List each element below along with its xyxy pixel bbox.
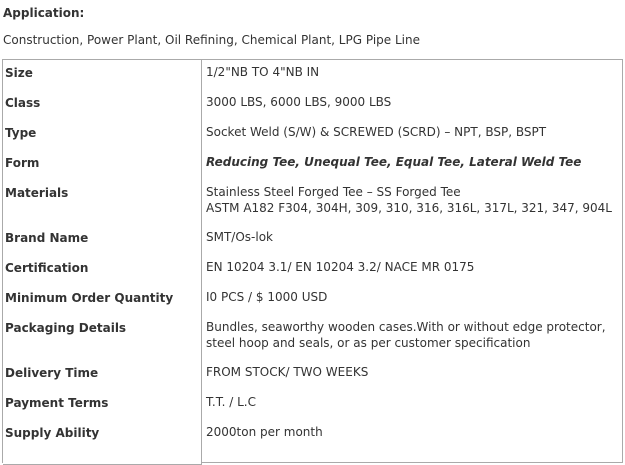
- spec-value: Reducing Tee, Unequal Tee, Equal Tee, Lateral Weld Tee: [206, 155, 582, 169]
- spec-value-line: Stainless Steel Forged Tee – SS Forged Tee: [206, 185, 461, 199]
- spec-label: Type: [5, 126, 37, 140]
- spec-row-supply-ability: [3, 420, 622, 450]
- spec-value: Socket Weld (S/W) & SCREWED (SCRD) – NPT, BSP, BSPT: [206, 125, 547, 139]
- spec-row-minimum-order-quantity: [3, 285, 622, 315]
- spec-label: Brand Name: [5, 231, 89, 245]
- spec-value: FROM STOCK/ TWO WEEKS: [206, 365, 369, 379]
- spec-value: EN 10204 3.1/ EN 10204 3.2/ NACE MR 0175: [206, 260, 475, 274]
- spec-row-class: [3, 90, 622, 120]
- spec-value: 3000 LBS, 6000 LBS, 9000 LBS: [206, 95, 392, 109]
- spec-value: 2000ton per month: [206, 425, 323, 439]
- application-text: Construction, Power Plant, Oil Refining, Chemical Plant, LPG Pipe Line: [3, 33, 420, 47]
- spec-label: Payment Terms: [5, 396, 109, 410]
- spec-label: Delivery Time: [5, 366, 99, 380]
- spec-row-type: [3, 120, 622, 150]
- spec-value: 1/2"NB TO 4"NB IN: [206, 65, 320, 79]
- spec-row-packaging-details: [3, 315, 622, 360]
- spec-label: Supply Ability: [5, 426, 100, 440]
- spec-value-line: ASTM A182 F304, 304H, 309, 310, 316, 316L, 317L, 321, 347, 904L: [206, 200, 612, 215]
- spec-label: Packaging Details: [5, 321, 127, 335]
- spec-row-delivery-time: [3, 360, 622, 390]
- spec-row-size: [3, 60, 622, 90]
- spec-row-materials: [3, 180, 622, 225]
- spec-value: SMT/Os-lok: [206, 230, 273, 244]
- spec-value: Bundles, seaworthy wooden cases.With or without edge protector, steel hoop and seals, or as per customer specification: [206, 320, 606, 350]
- application-heading: Application:: [3, 6, 85, 20]
- spec-label: Minimum Order Quantity: [5, 291, 174, 305]
- spec-row-form: [3, 150, 622, 180]
- spec-value: [206, 185, 618, 216]
- spec-label: Form: [5, 156, 40, 170]
- spec-label: Size: [5, 66, 33, 80]
- spec-label: Certification: [5, 261, 89, 275]
- spec-row-certification: [3, 255, 622, 285]
- spec-table: [2, 59, 623, 463]
- spec-label: Class: [5, 96, 41, 110]
- spec-row-brand-name: [3, 225, 622, 255]
- spec-value: I0 PCS / $ 1000 USD: [206, 290, 328, 304]
- spec-row-payment-terms: [3, 390, 622, 420]
- spec-value: T.T. / L.C: [206, 395, 256, 409]
- spec-label: Materials: [5, 186, 69, 200]
